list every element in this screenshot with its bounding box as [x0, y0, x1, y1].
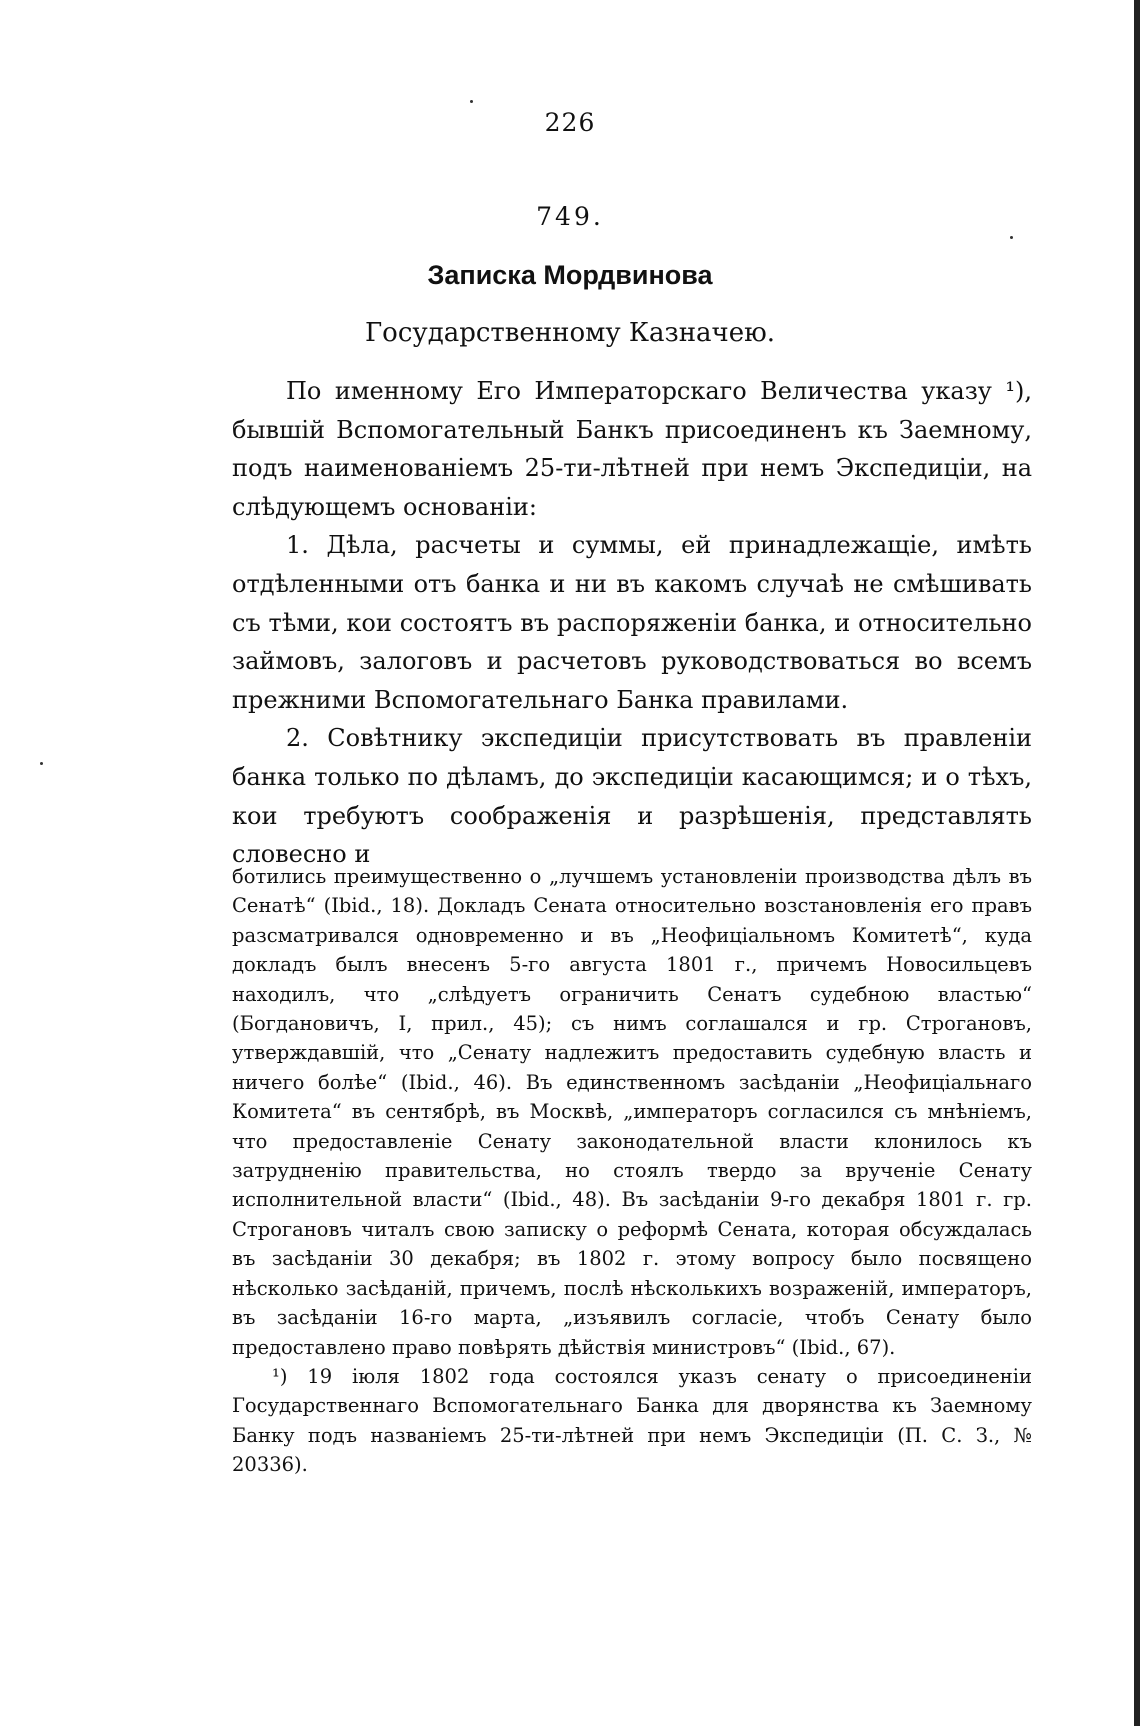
document-subtitle: Государственному Казначею.	[364, 318, 776, 348]
main-text	[232, 372, 1032, 874]
footnote-1: ¹) 19 іюля 1802 года состоялся указъ сенату о присоединеніи Государственнаго Вспомогательнаго Банка для дворянства къ Заемному Банку подъ названіемъ 25-ти-лѣтней при немъ Экспедиціи (П. С. З., № 20336).	[232, 1364, 1032, 1477]
scan-edge	[1134, 0, 1140, 1726]
paragraph-intro: По именному Его Императорскаго Величества указу ¹), бывшій Вспомогательный Банкъ присоединенъ къ Заемному, подъ наименованіемъ 25-ти-лѣтней при немъ Экспедиціи, на слѣдующемъ основаніи:	[232, 377, 1032, 521]
paragraph-item-2: 2. Совѣтнику экспедиціи присутствовать въ правленіи банка только по дѣламъ, до экспедиціи касающимся; и о тѣхъ, кои требуютъ соображенія и разрѣшенія, представлять словесно и	[232, 724, 1032, 869]
footnotes	[232, 862, 1032, 1480]
scan-speck	[470, 100, 473, 103]
page-number: 226	[544, 108, 596, 137]
scan-speck	[40, 762, 43, 765]
footnote-continuation: ботились преимущественно о „лучшемъ установленіи производства дѣлъ въ Сенатѣ“ (Ibid., 18). Докладъ Сената относительно возстановленія его правъ разсматривался одновременно и въ „Неофиціальномъ Комитетѣ“, куда докладъ былъ внесенъ 5-го августа 1801 г., причемъ Новосильцевъ находилъ, что „слѣдуетъ ограничить Сенатъ судебною властью“ (Богдановичъ, I, прил., 45); съ нимъ соглашался и гр. Строгановъ, утверждавшій, что „Сенату надлежитъ предоставить судебную власть и ничего болѣе“ (Ibid., 46). Въ единственномъ засѣданіи „Неофиціальнаго Комитета“ въ сентябрѣ, въ Москвѣ, „императоръ согласился съ мнѣніемъ, что предоставленіе Сенату законодательной власти клонилось къ затрудненію правительства, но стоялъ твердо за врученіе Сенату исполнительной власти“ (Ibid., 48). Въ засѣданіи 9-го декабря 1801 г. гр. Строгановъ читалъ свою записку о реформѣ Сената, которая обсуждалась въ засѣданіи 30 декабря; въ 1802 г. этому вопросу было посвящено нѣсколько засѣданій, причемъ, послѣ нѣсколькихъ возраженій, императоръ, въ засѣданіи 16-го марта, „изъявилъ согласіе, чтобъ Сенату было предоставлено право повѣрять дѣйствія министровъ“ (Ibid., 67).	[232, 865, 1032, 1359]
paragraph-item-1: 1. Дѣла, расчеты и суммы, ей принадлежащіе, имѣть отдѣленными отъ банка и ни въ какомъ случаѣ не смѣшивать съ тѣми, кои состоятъ въ распоряженіи банка, и относительно займовъ, залоговъ и расчетовъ руководствоваться во всемъ прежними Вспомогательнаго Банка правилами.	[232, 531, 1032, 714]
document-title: Записка Мордвинова	[427, 260, 713, 290]
document-number: 749.	[536, 202, 604, 231]
scan-speck	[1010, 236, 1013, 239]
